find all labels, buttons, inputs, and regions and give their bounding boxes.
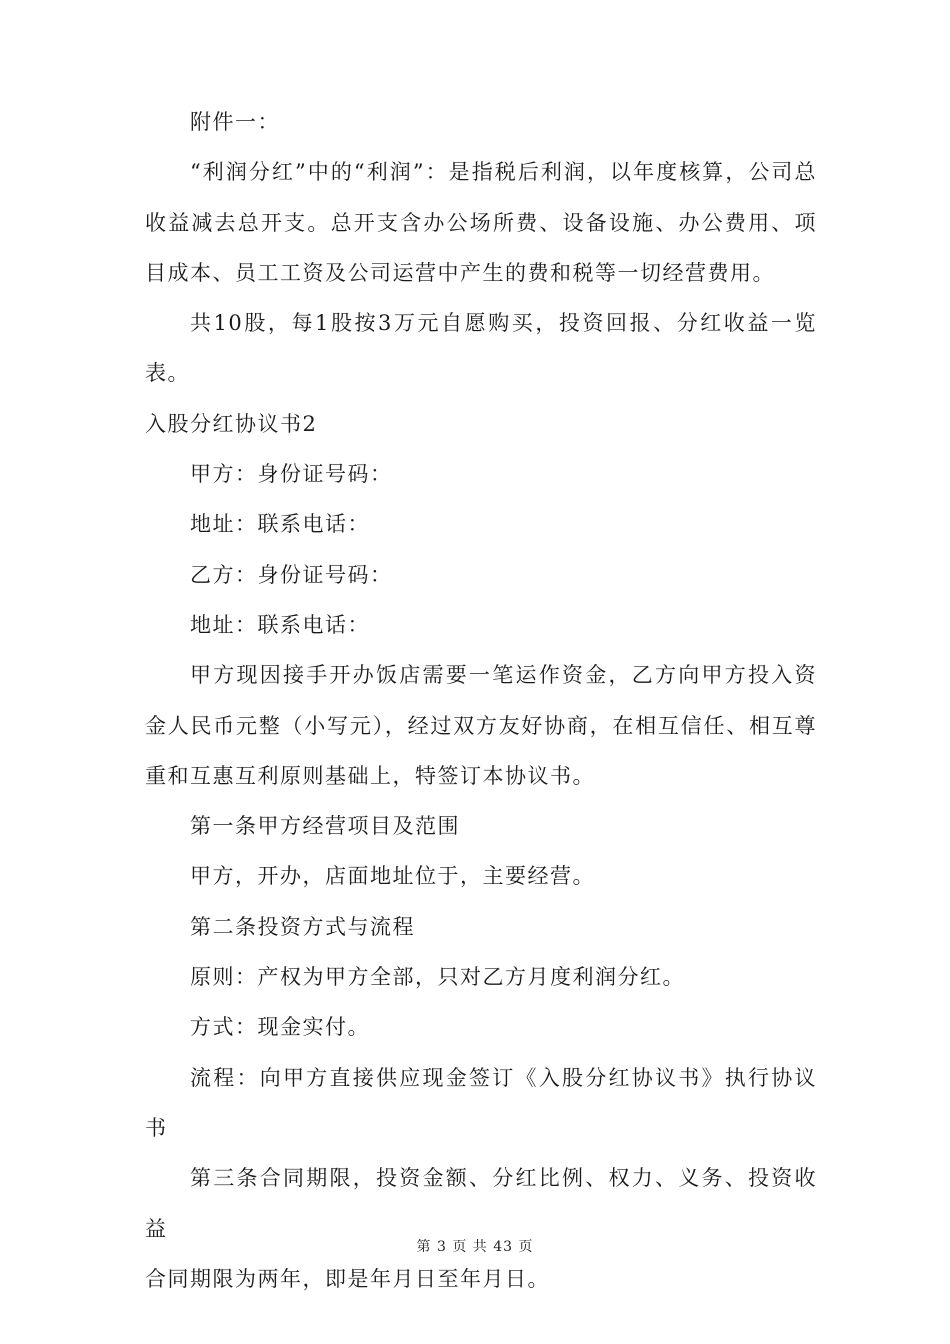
document-body [145,97,817,1304]
footer-prefix: 第 [416,1239,432,1255]
article-1-body: 甲方，开办，店面地址位于，主要经营。 [190,864,595,889]
paragraph-preamble: 甲方现因接手开办饭店需要一笔运作资金，乙方向甲方投入资金人民币元整（小写元），经过双方友好协商，在相互信任、相互尊重和互惠互利原则基础上，特签订本协议书。 [145,663,817,788]
current-page-number: 3 [436,1239,447,1255]
total-page-number: 43 [493,1239,514,1255]
paragraph-3: 共10股，每1股按3万元自愿购买，投资回报、分红收益一览表。 [145,311,817,386]
footer-suffix: 页 [518,1239,534,1255]
page-footer [0,1236,950,1256]
paragraph-2: “利润分红”中的“利润”：是指税后利润，以年度核算，公司总收益减去总开支。总开支含办公场所费、设备设施、办公费用、项目成本、员工工资及公司运营中产生的费和税等一切经营费用。 [145,160,817,285]
article-2-principle: 原则：产权为甲方全部，只对乙方月度利润分红。 [190,965,685,990]
article-2-method: 方式：现金实付。 [190,1015,370,1040]
article-3-term: 合同期限为两年，即是年月日至年月日。 [145,1266,550,1291]
article-2-process: 流程：向甲方直接供应现金签订《入股分红协议书》执行协议书 [145,1065,817,1140]
article-2-title: 第二条投资方式与流程 [190,914,415,939]
paragraph-party-a: 甲方：身份证号码： [190,462,393,487]
paragraph-1: 附件一： [190,110,280,134]
article-1-title: 第一条甲方经营项目及范围 [190,814,460,839]
paragraph-party-b: 乙方：身份证号码： [190,562,393,587]
section-heading: 入股分红协议书2 [145,411,318,436]
paragraph-party-a-address: 地址：联系电话： [190,512,370,537]
footer-middle: 页 共 [452,1239,488,1255]
article-3-title: 第三条合同期限，投资金额、分红比例、权力、义务、投资收益 [145,1166,817,1241]
paragraph-party-b-address: 地址：联系电话： [190,612,370,637]
